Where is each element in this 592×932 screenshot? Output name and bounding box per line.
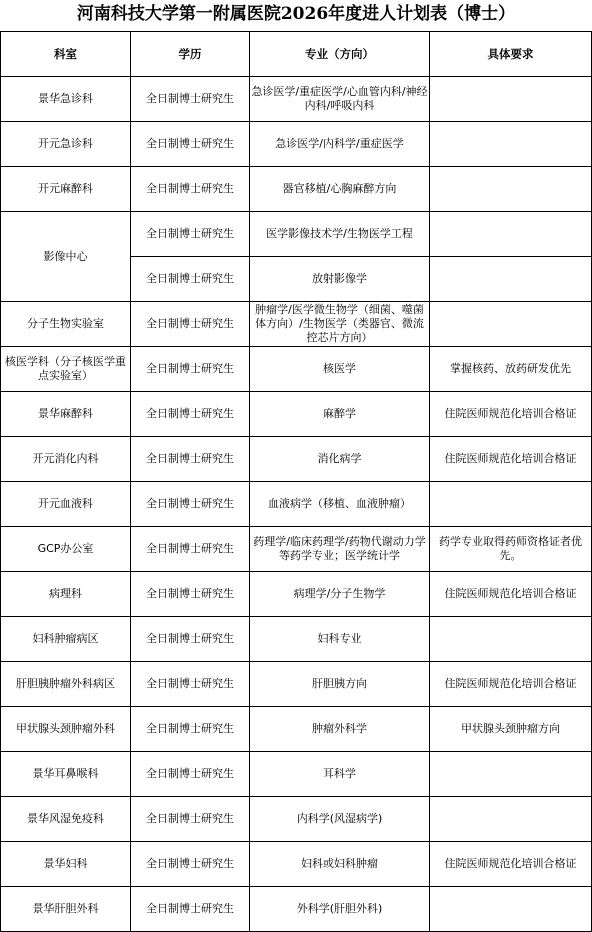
- cell-requirements: [430, 482, 592, 527]
- table-row: [1, 122, 592, 167]
- cell-major-text: 肿瘤学/医学微生物学（细菌、噬菌体方向）/生物医学（类器官、微流控芯片方向）: [255, 303, 424, 344]
- cell-department: 景华肝胆外科: [1, 887, 131, 932]
- table-row: [1, 167, 592, 212]
- cell-education: 全日制博士研究生: [131, 527, 250, 572]
- cell-major: [250, 302, 430, 347]
- table-row: [1, 572, 592, 617]
- recruitment-plan-table: [0, 31, 592, 932]
- table-row: [1, 662, 592, 707]
- cell-requirements: [430, 887, 592, 932]
- table-row: [1, 707, 592, 752]
- header-department: 科室: [1, 32, 131, 77]
- cell-major: 妇科专业: [250, 617, 430, 662]
- cell-major: 器官移植/心胸麻醉方向: [250, 167, 430, 212]
- cell-requirements: 住院医师规范化培训合格证: [430, 572, 592, 617]
- cell-department: 病理科: [1, 572, 131, 617]
- cell-education: 全日制博士研究生: [131, 707, 250, 752]
- table-row: [1, 302, 592, 347]
- cell-education: 全日制博士研究生: [131, 572, 250, 617]
- cell-education: 全日制博士研究生: [131, 392, 250, 437]
- cell-requirements: 住院医师规范化培训合格证: [430, 392, 592, 437]
- cell-education: 全日制博士研究生: [131, 437, 250, 482]
- cell-major: 耳科学: [250, 752, 430, 797]
- table-row: [1, 617, 592, 662]
- cell-education: 全日制博士研究生: [131, 212, 250, 257]
- table-row: [1, 887, 592, 932]
- cell-major: 血液病学（移植、血液肿瘤）: [250, 482, 430, 527]
- cell-department: 开元急诊科: [1, 122, 131, 167]
- cell-requirements: 掌握核药、放药研发优先: [430, 347, 592, 392]
- cell-requirements: [430, 257, 592, 302]
- cell-major: 妇科或妇科肿瘤: [250, 842, 430, 887]
- cell-department: 分子生物实验室: [1, 302, 131, 347]
- cell-major: 放射影像学: [250, 257, 430, 302]
- cell-requirements: 住院医师规范化培训合格证: [430, 662, 592, 707]
- cell-requirements: [430, 212, 592, 257]
- cell-requirements: 住院医师规范化培训合格证: [430, 437, 592, 482]
- cell-department: GCP办公室: [1, 527, 131, 572]
- cell-department: 核医学科（分子核医学重点实验室）: [1, 347, 131, 392]
- cell-education: 全日制博士研究生: [131, 167, 250, 212]
- cell-education: 全日制博士研究生: [131, 122, 250, 167]
- cell-department: 景华妇科: [1, 842, 131, 887]
- cell-major: 核医学: [250, 347, 430, 392]
- cell-major: 医学影像技术学/生物医学工程: [250, 212, 430, 257]
- cell-department: 开元消化内科: [1, 437, 131, 482]
- cell-major: 外科学(肝胆外科): [250, 887, 430, 932]
- table-row: [1, 527, 592, 572]
- table-row: [1, 842, 592, 887]
- cell-department: 影像中心: [1, 212, 131, 302]
- table-row: [1, 797, 592, 842]
- cell-major: 肿瘤外科学: [250, 707, 430, 752]
- cell-department: 景华耳鼻喉科: [1, 752, 131, 797]
- cell-requirements: [430, 77, 592, 122]
- table-row: [1, 752, 592, 797]
- cell-education: 全日制博士研究生: [131, 77, 250, 122]
- cell-major: [250, 77, 430, 122]
- cell-department: 妇科肿瘤病区: [1, 617, 131, 662]
- cell-requirements: [430, 302, 592, 347]
- cell-requirements: [430, 122, 592, 167]
- table-row: [1, 347, 592, 392]
- cell-education: 全日制博士研究生: [131, 347, 250, 392]
- header-requirements: 具体要求: [430, 32, 592, 77]
- header-education: 学历: [131, 32, 250, 77]
- cell-requirements: 甲状腺头颈肿瘤方向: [430, 707, 592, 752]
- cell-major-text: 药理学/临床药理学/药物代谢动力学等药学专业；医学统计学: [253, 535, 426, 562]
- cell-education: 全日制博士研究生: [131, 887, 250, 932]
- cell-education: 全日制博士研究生: [131, 752, 250, 797]
- cell-department: 景华麻醉科: [1, 392, 131, 437]
- cell-education: 全日制博士研究生: [131, 302, 250, 347]
- cell-department: 开元麻醉科: [1, 167, 131, 212]
- cell-requirements: [430, 752, 592, 797]
- table-row: [1, 392, 592, 437]
- cell-major: 病理学/分子生物学: [250, 572, 430, 617]
- cell-requirements: 住院医师规范化培训合格证: [430, 842, 592, 887]
- cell-major-text: 急诊医学/重症医学/心血管内科/神经内科/呼吸内科: [251, 85, 428, 112]
- header-major: 专业（方向）: [250, 32, 430, 77]
- cell-major: 急诊医学/内科学/重症医学: [250, 122, 430, 167]
- cell-department: 甲状腺头颈肿瘤外科: [1, 707, 131, 752]
- cell-education: 全日制博士研究生: [131, 842, 250, 887]
- cell-major: 肝胆胰方向: [250, 662, 430, 707]
- cell-requirements: [430, 797, 592, 842]
- cell-requirements: 药学专业取得药师资格证者优先。: [430, 527, 592, 572]
- table-row: [1, 482, 592, 527]
- document-title: 河南科技大学第一附属医院2026年度进人计划表（博士）: [76, 4, 516, 24]
- cell-requirements: [430, 167, 592, 212]
- cell-requirements: [430, 617, 592, 662]
- cell-major: 麻醉学: [250, 392, 430, 437]
- cell-major: [250, 527, 430, 572]
- cell-department: 景华急诊科: [1, 77, 131, 122]
- cell-education: 全日制博士研究生: [131, 797, 250, 842]
- cell-education: 全日制博士研究生: [131, 662, 250, 707]
- cell-education: 全日制博士研究生: [131, 617, 250, 662]
- cell-major: 消化病学: [250, 437, 430, 482]
- cell-department: 开元血液科: [1, 482, 131, 527]
- cell-major: 内科学(风湿病学): [250, 797, 430, 842]
- table-row: [1, 437, 592, 482]
- cell-education: 全日制博士研究生: [131, 257, 250, 302]
- cell-department: 景华风湿免疫科: [1, 797, 131, 842]
- table-row: [1, 212, 592, 257]
- table-header-row: [1, 32, 592, 77]
- cell-education: 全日制博士研究生: [131, 482, 250, 527]
- table-row: [1, 77, 592, 122]
- cell-department: 肝胆胰肿瘤外科病区: [1, 662, 131, 707]
